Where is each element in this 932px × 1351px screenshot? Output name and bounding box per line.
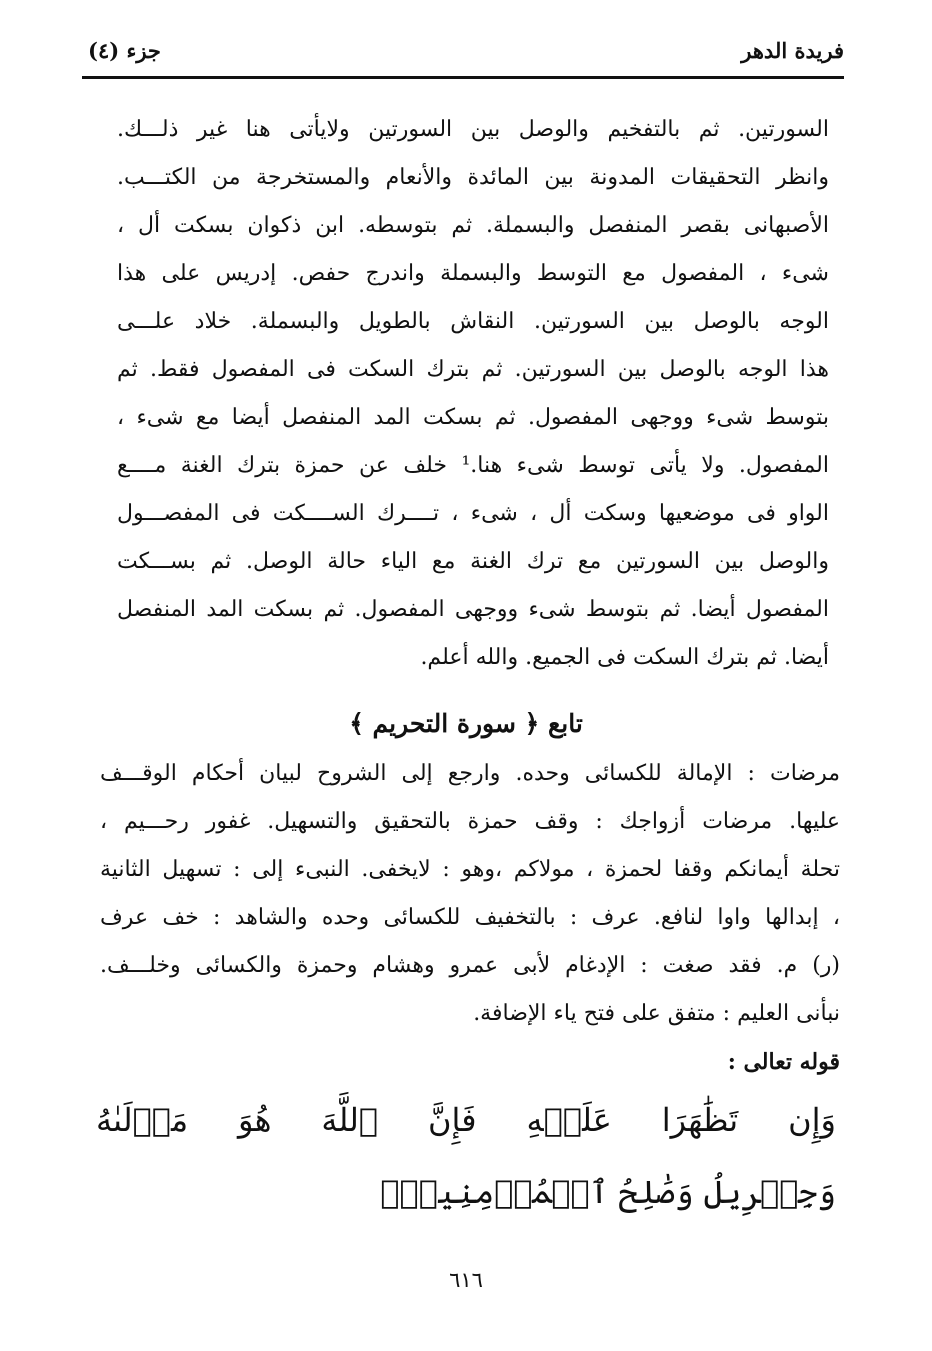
text-line: عليها. مرضات أزواجك : وقف حمزة بالتحقيق والتسهيل. غفور رحـــيم ،	[100, 809, 840, 834]
header-rule	[82, 76, 844, 79]
quran-verse	[96, 1084, 836, 1228]
text-line: مرضات : الإمالة للكسائى وحده. وارجع إلى الشروح لبيان أحكام الوقـــف	[100, 761, 840, 786]
text-line: ، إبدالها واوا لنافع. عرف : بالتخفيف للكسائى وحده والشاهد : خف عرف	[100, 905, 840, 930]
verse-line: وَإِن تَظَٰهَرَا عَلَيۡهِ فَإِنَّ ٱللَّهَ هُوَ مَوۡلَىٰهُ	[96, 1101, 836, 1139]
section-heading: تابع ﴿ سورة التحريم ﴾	[349, 709, 583, 738]
text-line: بتوسط شىء ووجهى المفصول. ثم بسكت المد المنفصل أيضا مع شىء ،	[117, 405, 829, 430]
text-line: الأصبهانى بقصر المنفصل والبسملة. ثم بتوسطه. ابن ذكوان بسكت أل ،	[117, 213, 829, 238]
page-number: ٦١٦	[449, 1268, 483, 1292]
verse-line: وَجِبۡرِيلُ وَصَٰلِحُ ٱلۡمُؤۡمِنِينَۖ	[380, 1173, 836, 1211]
text-line: وانظر التحقيقات المدونة بين المائدة والأنعام والمستخرجة من الكتـــب.	[117, 165, 829, 190]
text-line: أيضا. ثم بترك السكت فى الجميع. والله أعلم.	[420, 645, 829, 670]
text-line: تحلة أيمانكم وقفا لحمزة ، مولاكم ،وهو : لايخفى. النبىء إلى : تسهيل الثانية	[100, 857, 840, 882]
text-line: السورتين. ثم بالتفخيم والوصل بين السورتين ولايأتى هنا غير ذلـــك.	[117, 117, 829, 142]
top-paragraph	[117, 106, 829, 682]
part-number: جزء (٤)	[88, 38, 161, 63]
text-line: المفصول أيضا. ثم بتوسط شىء ووجهى المفصول. ثم بسكت المد المنفصل	[117, 597, 829, 622]
text-line: شىء ، المفصول مع التوسط والبسملة واندرج حفص. إدريس على هذا	[117, 261, 829, 286]
text-line: (ر) م. فقد صغت : الإدغام لأبى عمرو وهشام وحمزة والكسائى وخلـــف.	[100, 953, 840, 978]
text-line: هذا الوجه بالوصل بين السورتين. ثم بترك السكت فى المفصول فقط. ثم	[117, 357, 829, 382]
running-header	[82, 34, 844, 74]
text-line: المفصول. ولا يأتى توسط شىء هنا.¹ خلف عن حمزة بترك الغنة مــــع	[117, 453, 829, 478]
text-line: والوصل بين السورتين مع ترك الغنة مع الياء حالة الوصل. ثم بســـكت	[117, 549, 829, 574]
text-line: الوجه بالوصل بين السورتين. النقاش بالطويل والبسملة. خلاد علـــى	[117, 309, 829, 334]
verse-intro-label: قوله تعالى :	[727, 1049, 840, 1075]
bottom-paragraph	[100, 750, 840, 1086]
text-line: الواو فى موضعيها وسكت أل ، شىء ، تــــرك الســــكت فى المفصـــول	[117, 501, 829, 526]
text-line: نبأنى العليم : متفق على فتح ياء الإضافة.	[473, 1001, 840, 1026]
book-title: فريدة الدهر	[741, 38, 844, 63]
